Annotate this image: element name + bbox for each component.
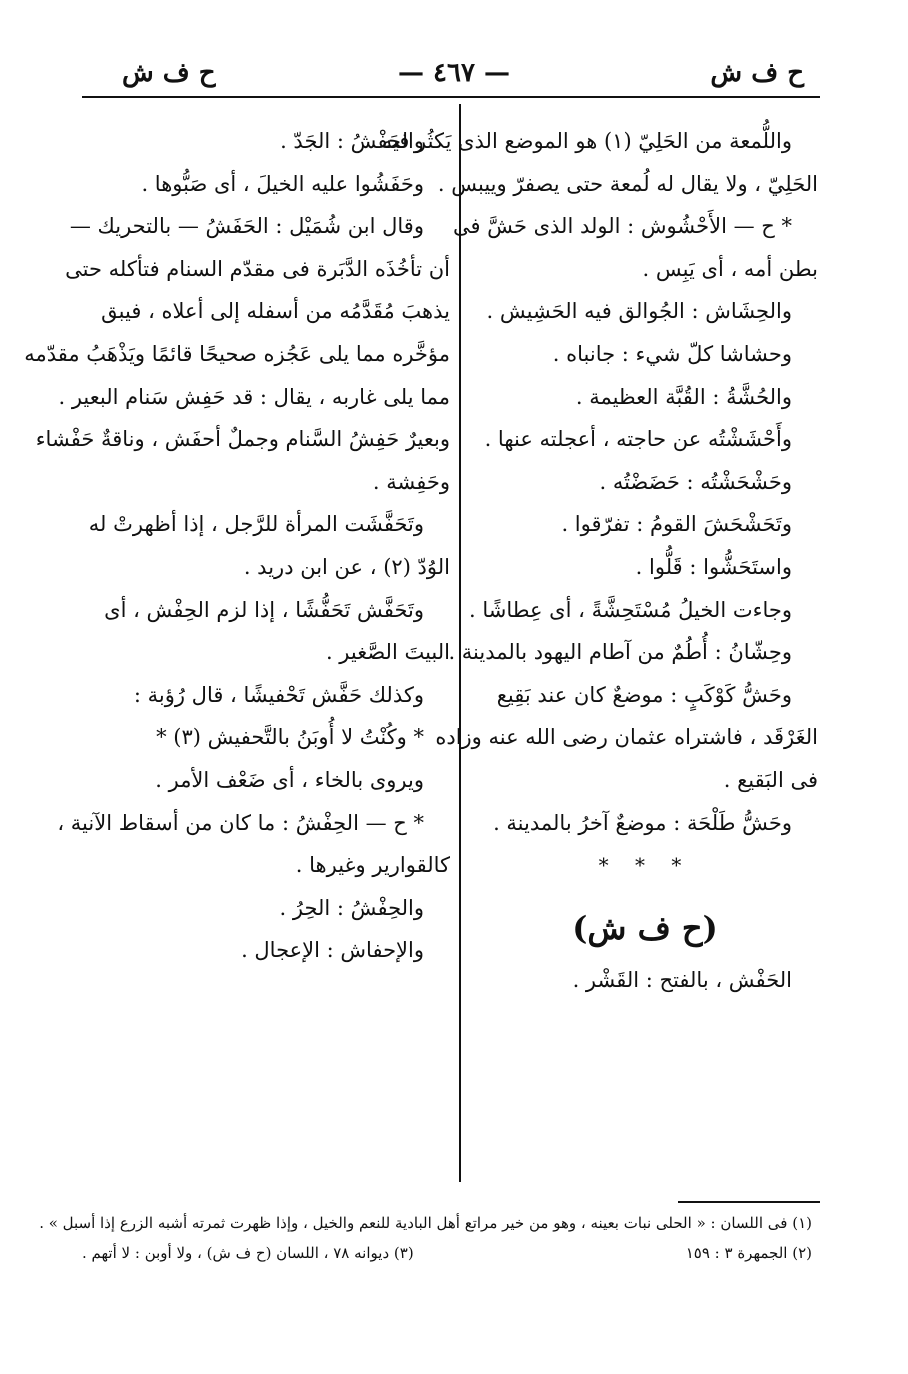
left-column-line: والحَفْشُ : الجَدّ . [280, 129, 424, 153]
left-column-line: أن تأخُذَه الدَّبَرة فى مقدّم السنام فتأكله حتى [65, 256, 450, 281]
left-column-line: وكذلك حَفَّش تَحْفيشًا ، قال رُؤبة : [133, 682, 424, 707]
right-column-line: وتَحَشْحَشَ القومُ : تفرّقوا . [561, 512, 792, 537]
right-column-line: والحُشَّةُ : القُبَّة العظيمة . [575, 384, 792, 409]
left-column-line: الوُدّ (٢) ، عن ابن دريد . [243, 554, 450, 579]
footnote-rule [678, 1201, 820, 1203]
left-column-line: والإحفاش : الإعجال . [241, 938, 424, 963]
footnotes [39, 1208, 812, 1268]
left-column-line: وحَفِشة . [372, 469, 450, 494]
right-column-line: وحَشُّ طَلْحَة : موضعٌ آخرُ بالمدينة . [493, 810, 792, 835]
section-heading: (ح ف ش) [572, 908, 718, 947]
right-column-line: واستَحَشُّوا : قَلُّوا . [635, 554, 792, 579]
right-column-line: وحَشُّ كَوْكَبٍ : موضعٌ كان عند بَقِيع [496, 682, 792, 707]
left-column [24, 120, 450, 972]
right-column-line: وحِشّانُ : أُطُمٌ من آطام اليهود بالمدينة . [448, 640, 792, 665]
left-column-line: وتَحَفَّش تَحَفُّشًا ، إذا لزم الحِفْش ، أى [104, 597, 424, 622]
footnote-1: (١) فى اللسان : « الحلى نبات بعينه ، وهو من خير مراتع أهل البادية للنعم والخيل ، وإذا ظهرت ثمرته أشبه الزرع إذا أسبل » . [39, 1214, 812, 1232]
left-column-line: مما يلى غاربه ، يقال : قد حَفِش سَنام البعير . [58, 384, 450, 409]
header-root-right: ح ف ش [710, 58, 804, 88]
footnote-row-2 [82, 1238, 812, 1268]
left-column-line: مؤخَّره مما يلى عَجُزه صحيحًا قائمًا ويَذْهَبُ مقدّمه [24, 341, 450, 366]
right-column-line: * ح — الأَحْشُوش : الولد الذى حَشَّ فى [452, 214, 792, 239]
left-column-line: وتَحَفَّشَت المرأة للرَّجل ، إذا أظهرتْ له [88, 512, 424, 537]
left-column-line: * وكُنْتُ لا أُوبَنُ بالتَّحفيش (٣) * [156, 725, 424, 750]
right-column-line: وحَشْحَشْتُه : حَضَضْتُه . [599, 469, 792, 494]
left-column-line: البيتَ الصَّغير . [325, 640, 450, 665]
right-column-line: وحشاشا كلّ شيء : جانباه . [552, 341, 792, 366]
right-column-line: وأَحْشَشْتُه عن حاجته ، أعجلته عنها . [484, 427, 792, 452]
right-column-line: وجاءت الخيلُ مُسْتَحِشَّةً ، أى عِطاشًا . [469, 597, 792, 622]
page-number: — ٤٦٧ — [397, 58, 511, 88]
footnote-3: (٣) ديوانه ٧٨ ، اللسان (ح ف ش) ، ولا أوبن : لا أتهم . [82, 1244, 414, 1262]
left-column-line: وقال ابن شُمَيْل : الحَفَشُ — بالتحريك — [69, 214, 424, 239]
right-column-line: بطن أمه ، أى يَبِس . [642, 256, 818, 281]
left-column-line: يذهبَ مُقَدَّمُه من أسفله إلى أعلاه ، فيبق [101, 299, 450, 324]
left-column-line: والحِفْشُ : الحِرُ . [279, 895, 424, 920]
right-column-line: واللُّمعة من الحَلِيّ (١) هو الموضع الذى يَكثُر فيه [381, 129, 792, 153]
footnote-2: (٢) الجمهرة ٣ : ١٥٩ [685, 1244, 812, 1262]
header-rule [82, 96, 820, 98]
right-column-line: فى البَقيع . [723, 767, 818, 792]
right-column-line: الحَفْش ، بالفتح : القَشْر . [572, 967, 792, 992]
right-column-line: الغَرْقَد ، فاشتراه عثمان رضى الله عنه وزاده [435, 725, 818, 750]
left-column-line: وبعيرٌ حَفِشُ السَّنام وجملٌ أحفَش ، وناقةٌ حَفْشاء [35, 427, 450, 452]
left-column-line: كالقوارير وغيرها . [295, 853, 450, 878]
right-column-line: والحِشَاش : الجُوالق فيه الحَشِيش . [486, 299, 792, 324]
header-root-left: ح ف ش [122, 58, 216, 88]
right-column-line: الحَلِيّ ، ولا يقال له لُمعة حتى يصفرّ وييبس . [437, 171, 818, 196]
left-column-line: * ح — الحِفْشُ : ما كان من أسقاط الآنية ، [57, 810, 424, 835]
left-column-line: ويروى بالخاء ، أى ضَعْف الأمر . [155, 767, 424, 792]
right-column-line: * * * [598, 853, 692, 878]
left-column-line: وحَفَشُوا عليه الخيلَ ، أى صَبُّوها . [141, 171, 424, 196]
